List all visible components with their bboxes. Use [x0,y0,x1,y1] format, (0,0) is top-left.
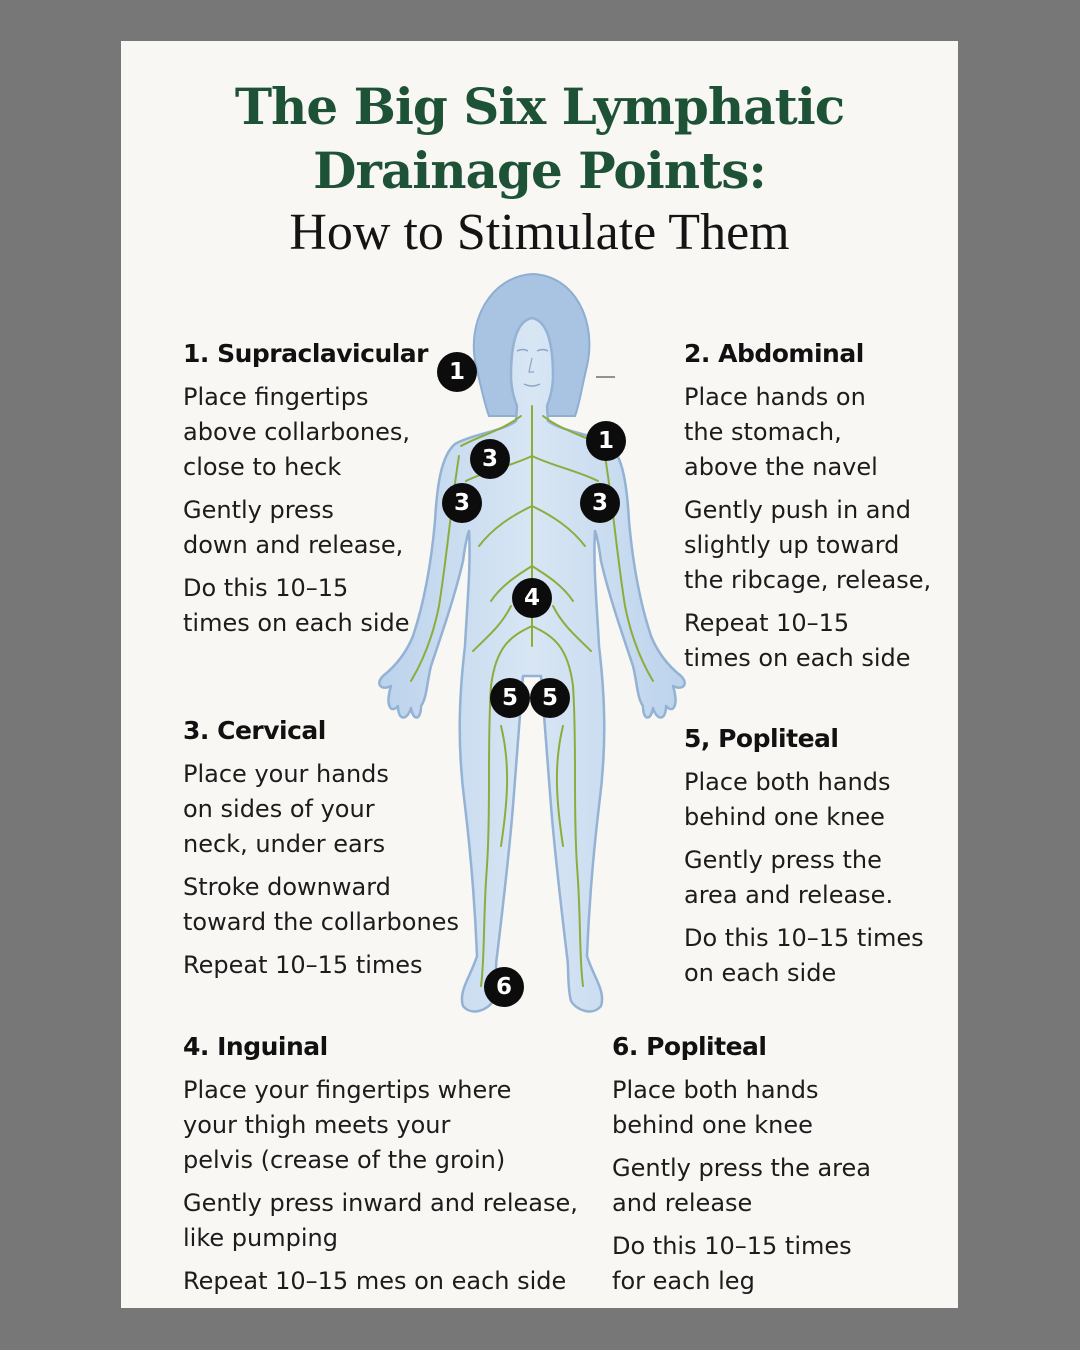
marker-3-upper-left: 3 [470,439,510,479]
section-text: Do this 10–15 times for each leg [612,1232,852,1295]
section-text: Repeat 10–15 times on each side [684,609,911,672]
section-heading: 3. Cervical [183,716,326,745]
marker-6: 6 [484,967,524,1007]
section-text: Place both hands behind one knee [612,1076,819,1139]
section-text: Do this 10–15 times on each side [183,574,410,637]
section-heading: 4. Inguinal [183,1032,328,1061]
section-text: Place both hands behind one knee [684,768,891,831]
section-text: Gently push in and slightly up toward the ribcage, release, [684,496,932,594]
section-abdominal [684,338,931,684]
section-popliteal-6 [612,1031,871,1307]
section-heading: 6. Popliteal [612,1032,767,1061]
section-text: Repeat 10–15 times [183,951,423,979]
section-text: Gently press the area and release. [684,846,894,909]
section-heading: 2. Abdominal [684,339,864,368]
section-text: Gently press down and release, [183,496,404,559]
section-text: Gently press inward and release, like pumping [183,1189,578,1252]
title-line-2: Drainage Points: [313,141,766,200]
subtitle: How to Stimulate Them [289,204,790,261]
title-line-1: The Big Six Lymphatic [234,77,845,136]
marker-3-left: 3 [442,483,482,523]
section-supraclavicular [183,338,428,649]
section-inguinal [183,1031,578,1307]
marker-5-left: 5 [490,678,530,718]
section-text: Place fingertips above collarbones, close to heck [183,383,411,481]
section-text: Place hands on the stomach, above the navel [684,383,878,481]
poster [121,41,958,1308]
section-text: Do this 10–15 times on each side [684,924,924,987]
marker-5-right: 5 [530,678,570,718]
section-popliteal-5 [684,723,924,999]
section-heading: 1. Supraclavicular [183,339,429,368]
marker-1-right: 1 [586,421,626,461]
section-text: Repeat 10–15 mes on each side [183,1267,567,1295]
section-text: Place your hands on sides of your neck, under ears [183,760,389,858]
marker-3-right: 3 [580,483,620,523]
section-cervical [183,715,459,991]
section-heading: 5, Popliteal [684,724,839,753]
section-text: Stroke downward toward the collarbones [183,873,459,936]
section-text: Gently press the area and release [612,1154,871,1217]
section-text: Place your fingertips where your thigh meets your pelvis (crease of the groin) [183,1076,512,1174]
marker-1-upper: 1 [437,352,477,392]
marker-4: 4 [512,578,552,618]
